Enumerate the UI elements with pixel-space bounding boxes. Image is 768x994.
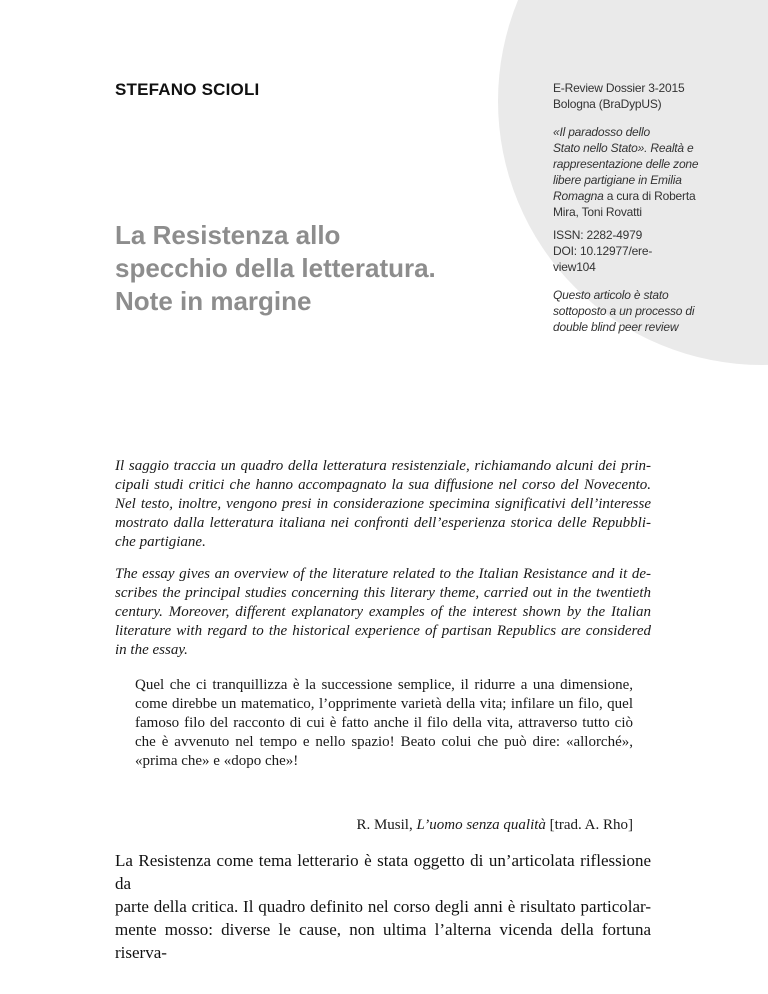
review-line: sottoposto a un processo di [553, 304, 695, 318]
citation-work: L’uomo senza qualità [416, 817, 546, 833]
journal-line: E-Review Dossier 3-2015 [553, 81, 685, 95]
dossier-line: «Il paradosso dello [553, 125, 650, 139]
epigraph-citation [356, 816, 633, 835]
dossier-line: rappresentazione delle zone [553, 157, 699, 171]
article-title [115, 219, 495, 318]
dossier-info [553, 124, 703, 220]
dossier-region: Romagna [553, 189, 604, 203]
abstract-line: century. Moreover, different explanatory examples of the interest shown by the Italian [115, 604, 651, 620]
dossier-line: Mira, Toni Rovatti [553, 205, 642, 219]
abstract-italian [115, 457, 651, 552]
abstract-line: mostrato dalla letteratura italiana nei confronti dell’esperienza storica delle Repubbli- [115, 515, 651, 531]
review-line: double blind peer review [553, 320, 679, 334]
body-line: La Resistenza come tema letterario è stata oggetto di un’articolata riflessione da [115, 851, 651, 893]
body-paragraph [115, 849, 651, 964]
peer-review-note [553, 287, 703, 335]
abstract-line: in the essay. [115, 642, 188, 658]
abstract-line: Il saggio traccia un quadro della letteratura resistenziale, richiamando alcuni dei prin- [115, 458, 651, 474]
epigraph-line: Quel che ci tranquillizza è la successione semplice, il ridurre a una dimensione, [135, 677, 633, 693]
journal-line: Bologna (BraDypUS) [553, 97, 662, 111]
abstract-line: literature with regard to the historical experience of partisan Republics are considered [115, 623, 651, 639]
citation-author: R. Musil, [356, 817, 417, 833]
journal-info [553, 80, 703, 112]
doi: DOI: 10.12977/ere- [553, 244, 653, 258]
citation-translator: [trad. A. Rho] [545, 817, 633, 833]
dossier-line: libere partigiane in Emilia [553, 173, 682, 187]
abstract-line: cipali studi critici che hanno accompagnato la sua diffusione nel corso del Novecento. [115, 477, 651, 493]
dossier-editors-prefix: a cura di Roberta [603, 189, 696, 203]
abstract-line: The essay gives an overview of the literature related to the Italian Resistance and it de- [115, 566, 651, 582]
identifiers [553, 227, 703, 275]
abstract-line: che partigiane. [115, 534, 206, 550]
epigraph-line: «prima che» e «dopo che»! [135, 753, 299, 769]
epigraph [135, 676, 633, 771]
abstract-line: Nel testo, inoltre, vengono presi in considerazione specimina significativi dell’interesse [115, 496, 651, 512]
epigraph-line: famoso filo del racconto di cui è fatto anche il filo della vita, attraverso tutto ciò [135, 715, 633, 731]
epigraph-line: come direbbe un matematico, l’opprimente varietà della vita; infilare un filo, quel [135, 696, 633, 712]
epigraph-line: che è avvenuto nel tempo e nello spazio! Beato colui che può dire: «allorché», [135, 734, 633, 750]
author-name: STEFANO SCIOLI [115, 80, 260, 99]
body-line: mente mosso: diverse le cause, non ultima l’alterna vicenda della fortuna riserva- [115, 920, 651, 962]
title-line: Note in margine [115, 286, 312, 316]
doi-continued: view104 [553, 260, 596, 274]
title-line: La Resistenza allo [115, 220, 341, 250]
body-line: parte della critica. Il quadro definito nel corso degli anni è risultato particolar- [115, 897, 651, 916]
issn: ISSN: 2282-4979 [553, 228, 643, 242]
dossier-line [553, 188, 703, 204]
dossier-line: Stato nello Stato». Realtà e [553, 141, 694, 155]
title-line: specchio della letteratura. [115, 253, 436, 283]
review-line: Questo articolo è stato [553, 288, 669, 302]
abstract-line: scribes the principal studies concerning this literary theme, carried out in the twentieth [115, 585, 651, 601]
abstract-english [115, 565, 651, 660]
